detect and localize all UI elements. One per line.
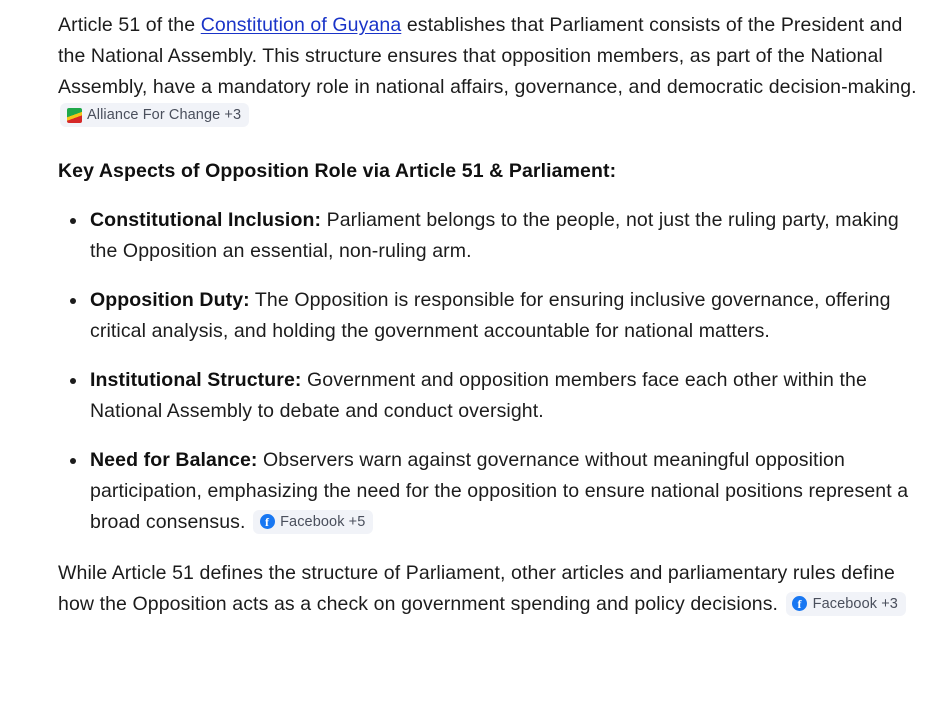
citation-chip-alliance-for-change[interactable] — [60, 103, 249, 127]
facebook-icon: f — [259, 514, 275, 530]
citation-label: Facebook +5 — [280, 513, 366, 530]
list-item-text: Parliament belongs to the people, not just the ruling party, making the Opposition an essential, non-ruling arm. — [90, 208, 899, 262]
alliance-for-change-flag-icon — [66, 107, 82, 123]
list-item-lead: Constitutional Inclusion: — [90, 208, 322, 231]
citation-label: Facebook +3 — [812, 595, 898, 612]
intro-paragraph — [58, 10, 917, 135]
citation-chip-facebook[interactable] — [786, 592, 906, 616]
list-item-text: Observers warn against governance without meaningful opposition participation, emphasizing the need for the opposition to ensure national positions represent a broad consensus. — [90, 448, 909, 533]
list-item-text: The Opposition is responsible for ensuring inclusive governance, offering critical analysis, and holding the government accountable for national matters. — [90, 288, 891, 342]
list-item-lead: Institutional Structure: — [90, 368, 302, 391]
intro-text-before-link: Article 51 of the — [58, 14, 201, 36]
list-item — [90, 285, 917, 347]
closing-text: While Article 51 defines the structure of Parliament, other articles and parliamentary rules define how the Opposition acts as a check on government spending and policy decisions. — [58, 561, 895, 615]
list-item-lead: Opposition Duty: — [90, 288, 250, 311]
list-item — [90, 205, 917, 267]
facebook-icon: f — [792, 596, 808, 612]
section-heading: Key Aspects of Opposition Role via Article 51 & Parliament: — [58, 159, 617, 182]
list-item-lead: Need for Balance: — [90, 448, 258, 471]
citation-chip-facebook[interactable] — [253, 510, 373, 534]
constitution-of-guyana-link[interactable]: Constitution of Guyana — [200, 14, 402, 36]
intro-text-after-link: establishes that Parliament consists of the President and the National Assembly. This structure ensures that opposition members, as part of the National Assembly, have a mandatory role in national affairs, governance, and democratic decision-making. — [58, 14, 917, 98]
key-aspects-list — [58, 205, 917, 538]
list-item — [90, 445, 917, 538]
list-item-text: Government and opposition members face each other within the National Assembly to debate and conduct oversight. — [90, 368, 867, 422]
citation-label: Alliance For Change +3 — [87, 107, 242, 123]
list-item — [90, 365, 917, 427]
closing-paragraph — [58, 558, 917, 620]
